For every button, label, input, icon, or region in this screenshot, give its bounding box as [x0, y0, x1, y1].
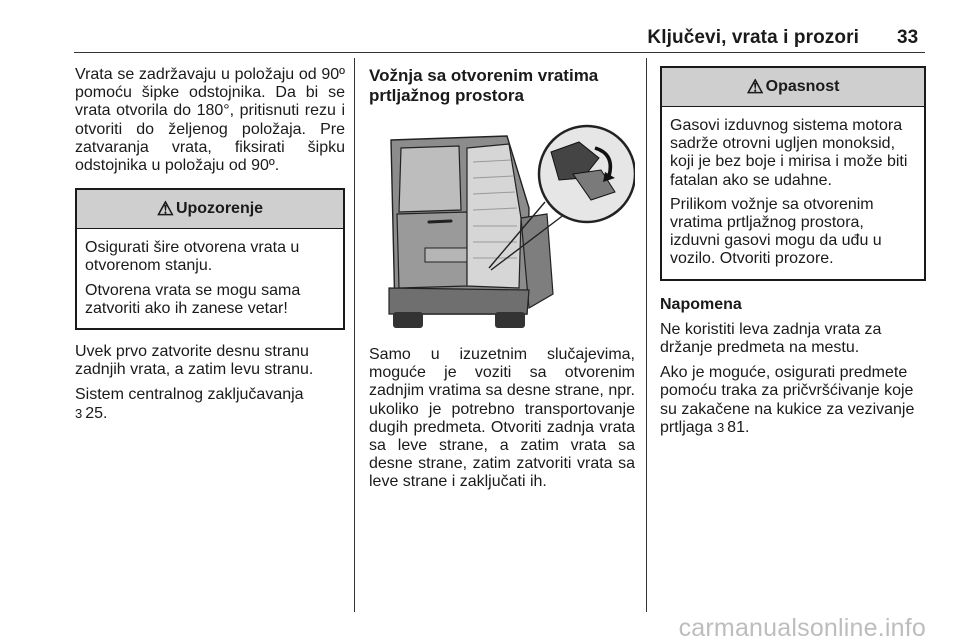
danger-box [660, 66, 926, 281]
note-title: Napomena [660, 295, 742, 313]
column-left [75, 66, 345, 430]
page-header-title: Ključevi, vrata i prozori [647, 27, 859, 48]
warning-triangle-icon: ⚠ [156, 198, 174, 220]
central-locking-text: Sistem centralnog zaključavanja [75, 386, 304, 404]
door-close-order-paragraph: Uvek prvo zatvorite desnu stranu zadnjih vrata, a zatim levu stranu. [75, 343, 314, 379]
reference-arrow-icon: 3 [75, 405, 83, 421]
danger-paragraph-1: Gasovi izduvnog sistema motora sadrže otrovni ugljen monoksid, koji je bez boje i mirisa i može biti fatalan ako se udahne. [670, 117, 908, 189]
danger-box-title: Opasnost [765, 77, 840, 95]
warning-paragraph-2: Otvorena vrata se mogu sama zatvoriti ako ih zanese vetar! [85, 281, 301, 317]
danger-paragraph-2: Prilikom vožnje sa otvorenim vratima prtljažnog prostora, izduvni gasovi mogu da uđu u vozilo. Otvoriti prozore. [670, 195, 882, 268]
reference-arrow-icon: 3 [716, 419, 725, 435]
note-paragraph-2 [660, 364, 926, 437]
central-locking-page-link[interactable]: 25. [85, 404, 108, 422]
warning-box-header [77, 190, 343, 229]
danger-box-body [662, 107, 924, 279]
section-title: Vožnja sa otvorenim vratima prtljažnog prostora [369, 66, 599, 105]
column-divider-left [354, 58, 355, 612]
page-number: 33 [897, 27, 919, 48]
warning-triangle-icon: ⚠ [746, 76, 764, 98]
site-watermark: carmanualsonline.info [678, 614, 926, 642]
header-divider [74, 52, 925, 53]
luggage-tie-page-link[interactable]: 81. [727, 418, 750, 436]
central-locking-reference [75, 386, 345, 422]
warning-paragraph-1: Osigurati šire otvorena vrata u otvorenom stanju. [85, 239, 300, 275]
intro-paragraph: Vrata se zadržavaju u položaju od 90º pomoću šipke odstojnika. Da bi se vrata otvorila do 180°, pritisnuti rezu i otvoriti do željenog položaja. Pre zatvaranja vrata, fiksirati šipku odstojnika u položaju od 90º. [75, 66, 345, 175]
warning-box-title: Upozorenje [175, 200, 264, 218]
column-right [660, 66, 926, 444]
note-paragraph-1: Ne koristiti leva zadnja vrata za držanje predmeta na mestu. [660, 320, 882, 357]
note-paragraph-2-text: Ako je moguće, osigurati predmete pomoću traka za pričvršćivanje koje su zakačene na kukice za vezivanje prtljaga [660, 364, 915, 436]
rear-van-open-door-illustration [369, 118, 635, 334]
column-middle [369, 66, 635, 499]
section-body-paragraph: Samo u izuzetnim slučajevima, moguće je voziti sa otvorenim zadnjim vratima sa desne strane, npr. ukoliko je potrebno transportovanje dugih predmeta. Otvoriti zadnja vrata sa leve strane, a zatim vrata sa desne strane, zatim zatvoriti vrata sa leve strane i zaključati ih. [369, 346, 635, 491]
danger-box-header [662, 68, 924, 107]
warning-box [75, 188, 345, 330]
column-divider-right [646, 58, 647, 612]
warning-box-body [77, 229, 343, 328]
